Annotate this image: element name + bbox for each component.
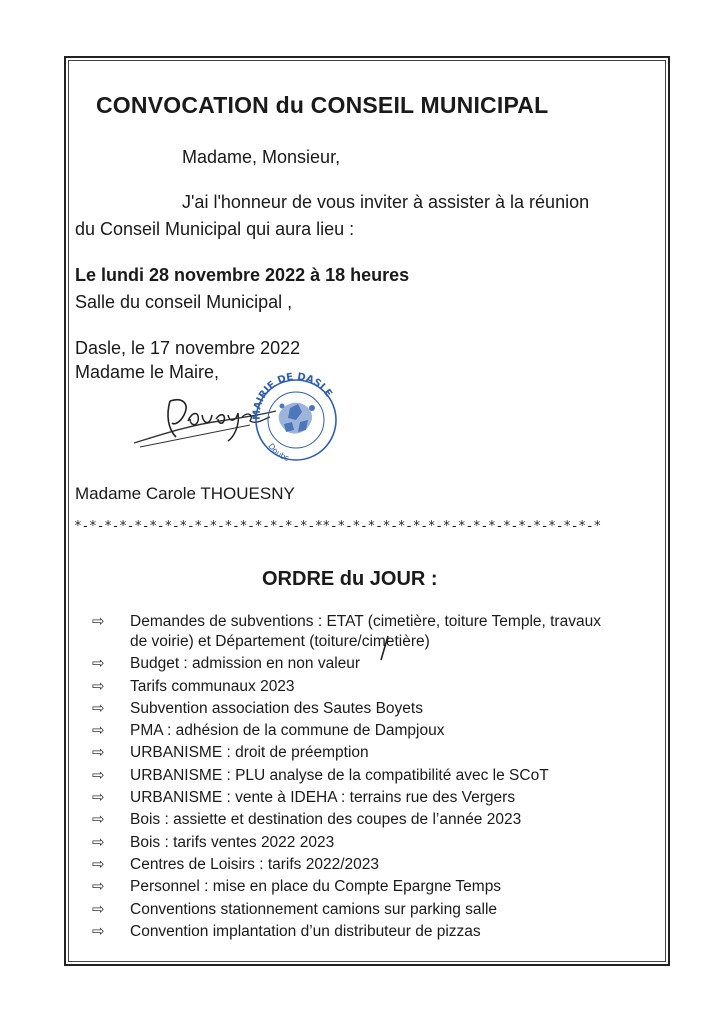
right-arrow-outline-icon: ⇨	[92, 789, 105, 807]
agenda-item	[92, 855, 666, 875]
right-arrow-outline-icon: ⇨	[92, 655, 105, 673]
agenda-item-text: de voirie) et Département (toiture/cimetière)	[130, 633, 430, 650]
right-arrow-outline-icon: ⇨	[92, 699, 105, 717]
greeting: Madame, Monsieur,	[182, 147, 341, 167]
svg-text:MAIRIE DE DASLE: MAIRIE DE DASLE	[251, 371, 334, 421]
agenda-item-text: Personnel : mise en place du Compte Epargne Temps	[130, 878, 502, 896]
separator-line: *-*-*-*-*-*-*-*-*-*-*-*-*-*-*-*-**-*-*-*-*-*-*-*-*-*-*-*-*-*-*-*-*-*-*	[74, 519, 601, 534]
right-arrow-outline-icon: ⇨	[92, 766, 105, 784]
right-arrow-outline-icon: ⇨	[92, 677, 105, 695]
agenda-item-text: Budget : admission en non valeur	[130, 655, 361, 673]
agenda-item-text: Bois : assiette et destination des coupes de l’année 2023	[130, 811, 522, 829]
agenda-item-text: URBANISME : vente à IDEHA : terrains rue des Vergers	[130, 789, 516, 807]
agenda-item	[92, 900, 666, 920]
agenda-item	[92, 833, 666, 853]
agenda-item-text: Subvention association des Sautes Boyets	[130, 699, 423, 717]
meeting-date: Le lundi 28 novembre 2022 à 18 heures	[75, 265, 410, 285]
document-title: CONVOCATION du CONSEIL MUNICIPAL	[96, 92, 549, 118]
svg-text:Doubs: Doubs	[266, 441, 291, 463]
right-arrow-outline-icon: ⇨	[92, 878, 105, 896]
agenda-item	[92, 922, 666, 942]
invitation-line-1: J'ai l'honneur de vous inviter à assister à la réunion	[182, 192, 590, 212]
right-arrow-outline-icon: ⇨	[92, 855, 105, 873]
right-arrow-outline-icon: ⇨	[92, 744, 105, 762]
agenda-item-text: Centres de Loisirs : tarifs 2022/2023	[130, 855, 379, 873]
mairie-stamp-seal	[246, 362, 342, 472]
agenda-item	[92, 677, 666, 697]
agenda-item	[92, 877, 666, 897]
invitation-line-2: du Conseil Municipal qui aura lieu :	[75, 219, 355, 239]
agenda-item-text: URBANISME : PLU analyse de la compatibilité avec le SCoT	[130, 766, 549, 784]
right-arrow-outline-icon: ⇨	[92, 613, 105, 630]
agenda-item-text: PMA : adhésion de la commune de Dampjoux	[130, 722, 445, 740]
agenda-item-text: Convention implantation d’un distributeur de pizzas	[130, 922, 481, 940]
agenda-item	[92, 743, 666, 763]
agenda-item	[92, 766, 666, 786]
agenda-item	[92, 810, 666, 830]
right-arrow-outline-icon: ⇨	[92, 922, 105, 940]
signer-name: Madame Carole THOUESNY	[75, 484, 295, 503]
signer-title: Madame le Maire,	[75, 362, 220, 382]
place-and-date: Dasle, le 17 novembre 2022	[75, 338, 301, 358]
agenda-item-text: Bois : tarifs ventes 2022 2023	[130, 833, 335, 851]
right-arrow-outline-icon: ⇨	[92, 811, 105, 829]
right-arrow-outline-icon: ⇨	[92, 833, 105, 851]
agenda-title: ORDRE du JOUR :	[262, 568, 438, 590]
handwritten-slash-mark	[378, 634, 390, 662]
agenda-item	[92, 721, 666, 741]
right-arrow-outline-icon: ⇨	[92, 900, 105, 918]
agenda-item-text: Conventions stationnement camions sur parking salle	[130, 900, 498, 918]
right-arrow-outline-icon: ⇨	[92, 722, 105, 740]
meeting-venue: Salle du conseil Municipal ,	[75, 292, 293, 312]
agenda-item	[92, 699, 666, 719]
agenda-item-text: Tarifs communaux 2023	[130, 677, 295, 695]
agenda-item-text: Demandes de subventions : ETAT (cimetière, toiture Temple, travaux	[130, 613, 601, 630]
agenda-item-text: URBANISME : droit de préemption	[130, 744, 369, 762]
agenda-item	[92, 788, 666, 808]
